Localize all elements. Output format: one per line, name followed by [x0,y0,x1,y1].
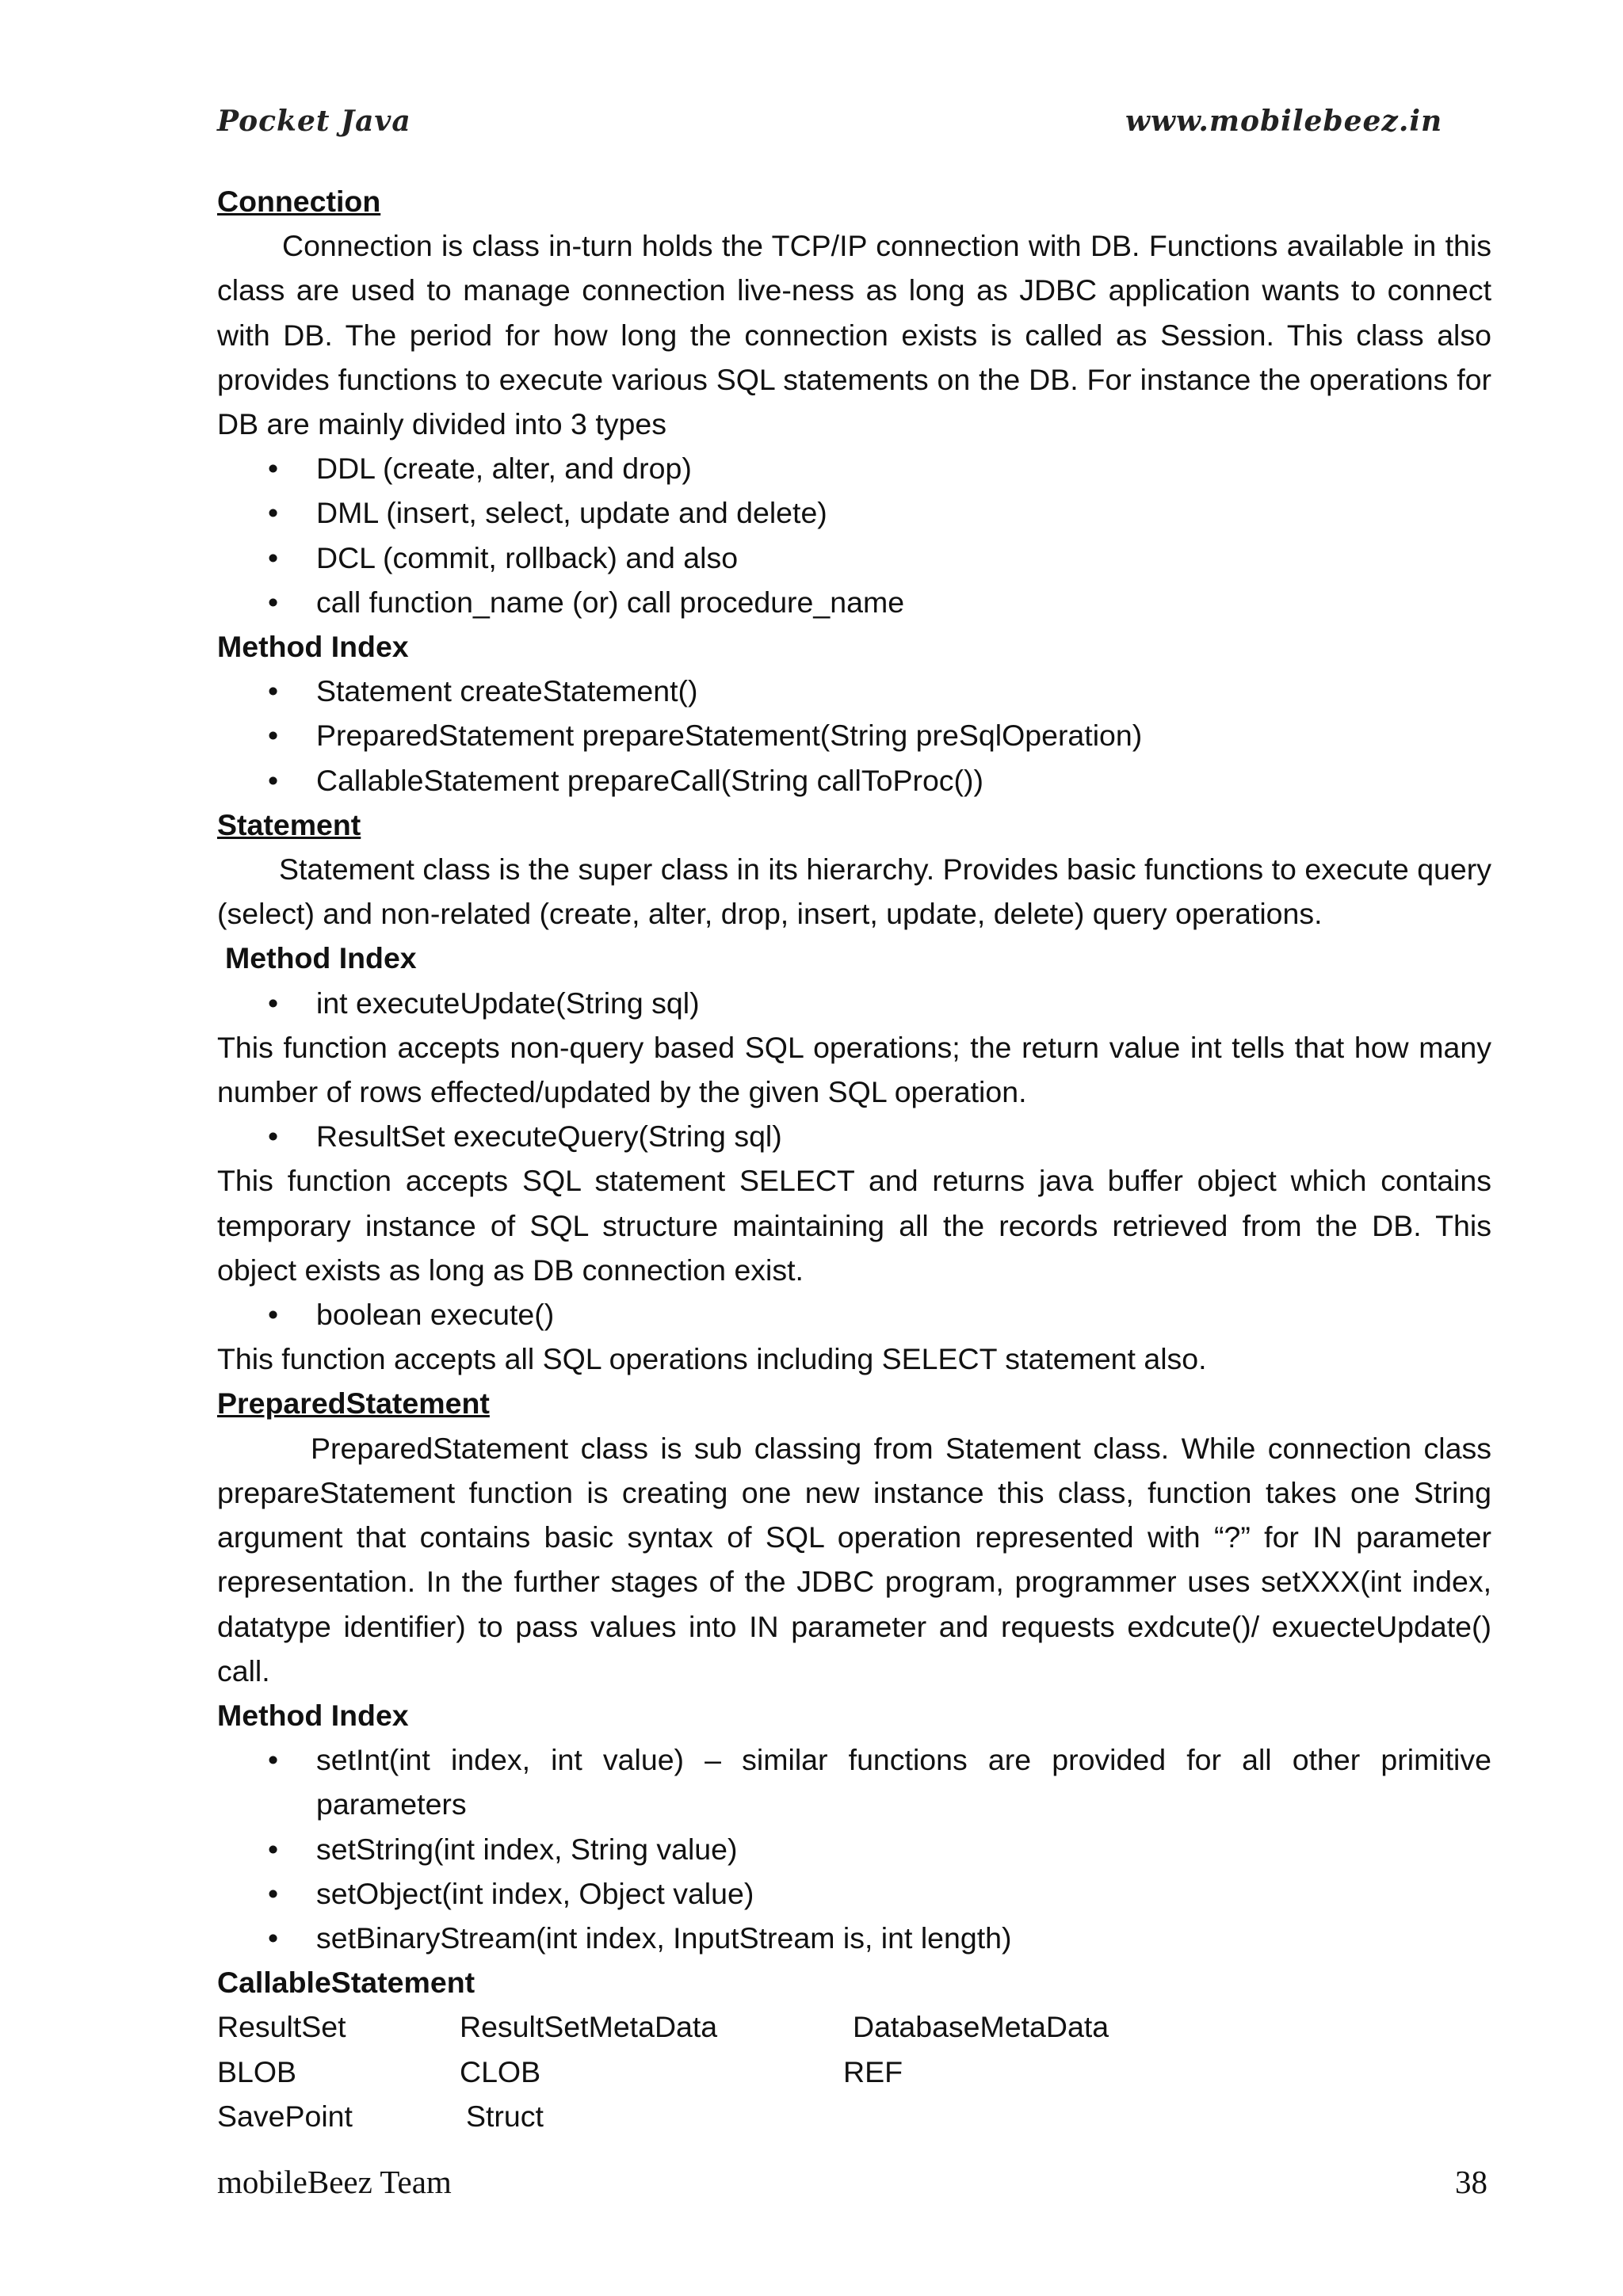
list-item: • call function_name (or) call procedure_name [217,580,1491,624]
header-title: Pocket Java [217,105,411,138]
statement-heading: Statement [217,807,361,841]
list-item: • int executeUpdate(String sql) [217,981,1491,1025]
grid-cell: BLOB [217,2054,297,2088]
prepared-statement-heading: PreparedStatement [217,1386,490,1421]
statement-method-2 [217,1114,1491,1158]
list-item: • setBinaryStream(int index, InputStream is, int length) [217,1916,1491,1960]
prepared-methods-list [217,1737,1491,1960]
list-item: • PreparedStatement prepareStatement(String preSqlOperation) [217,713,1491,757]
list-item: • CallableStatement prepareCall(String callToProc()) [217,758,1491,803]
statement-method-index-heading: Method Index [225,941,417,975]
types-grid-row-1 [217,2004,1491,2049]
statement-method-2-description: This function accepts SQL statement SELECT and returns java buffer object which contains temporary instance of SQL structure maintaining all the records retrieved from the DB. This object exists as long as DB connection exist. [217,1164,1491,1287]
statement-method-3 [217,1292,1491,1337]
list-item: • setObject(int index, Object value) [217,1871,1491,1916]
statement-paragraph: Statement class is the super class in its hierarchy. Provides basic functions to execute query (select) and non-related (create, alter, drop, insert, update, delete) query operations. [217,852,1491,931]
grid-cell: ResultSet [217,2010,346,2044]
db-operation-types-list [217,446,1491,624]
connection-methods-list [217,669,1491,803]
connection-heading: Connection [217,185,381,218]
statement-method-1 [217,981,1491,1025]
list-item: • boolean execute() [217,1292,1491,1337]
grid-cell: ResultSetMetaData [460,2010,718,2044]
grid-cell: DatabaseMetaData [853,2010,1109,2044]
page-number: 38 [1455,2164,1487,2200]
list-item: • setString(int index, String value) [217,1827,1491,1871]
footer-team: mobileBeez Team [217,2164,452,2200]
prepared-statement-paragraph: PreparedStatement class is sub classing from Statement class. While connection class prepareStatement function is creating one new instance this class, function takes one String argument that contains basic syntax of SQL operation represented with “?” for IN parameter representation. In the further stages of the JDBC program, programmer uses setXXX(int index, datatype identifier) to pass values into IN parameter and requests exdcute()/ exuecteUpdate() call. [217,1431,1491,1688]
prepared-method-index-heading: Method Index [217,1698,409,1732]
callable-statement-heading: CallableStatement [217,1966,475,2000]
statement-method-1-description: This function accepts non-query based SQL operations; the return value int tells that how many number of rows effected/updated by the given SQL operation. [217,1030,1491,1109]
list-item: • ResultSet executeQuery(String sql) [217,1114,1491,1158]
types-grid-row-3 [217,2094,1491,2138]
grid-cell: SavePoint [217,2099,353,2133]
list-item: • DCL (commit, rollback) and also [217,536,1491,580]
grid-cell: REF [843,2054,903,2088]
list-item: • Statement createStatement() [217,669,1491,713]
grid-cell: CLOB [460,2054,541,2088]
list-item: • DML (insert, select, update and delete) [217,490,1491,535]
statement-method-3-description: This function accepts all SQL operations including SELECT statement also. [217,1342,1207,1376]
page-content [217,179,1491,2138]
header-url: www.mobilebeez.in [1125,105,1443,138]
connection-method-index-heading: Method Index [217,630,409,664]
types-grid-row-2 [217,2050,1491,2094]
list-item: • setInt(int index, int value) – similar functions are provided for all other primitive parameters [217,1737,1491,1826]
grid-cell: Struct [466,2099,544,2133]
connection-paragraph: Connection is class in-turn holds the TCP/IP connection with DB. Functions available in this class are used to manage connection live-ness as long as JDBC application wants to connect with DB. The period for how long the connection exists is called as Session. This class also provides functions to execute various SQL statements on the DB. For instance the operations for DB are mainly divided into 3 types [217,229,1491,441]
list-item: • DDL (create, alter, and drop) [217,446,1491,490]
